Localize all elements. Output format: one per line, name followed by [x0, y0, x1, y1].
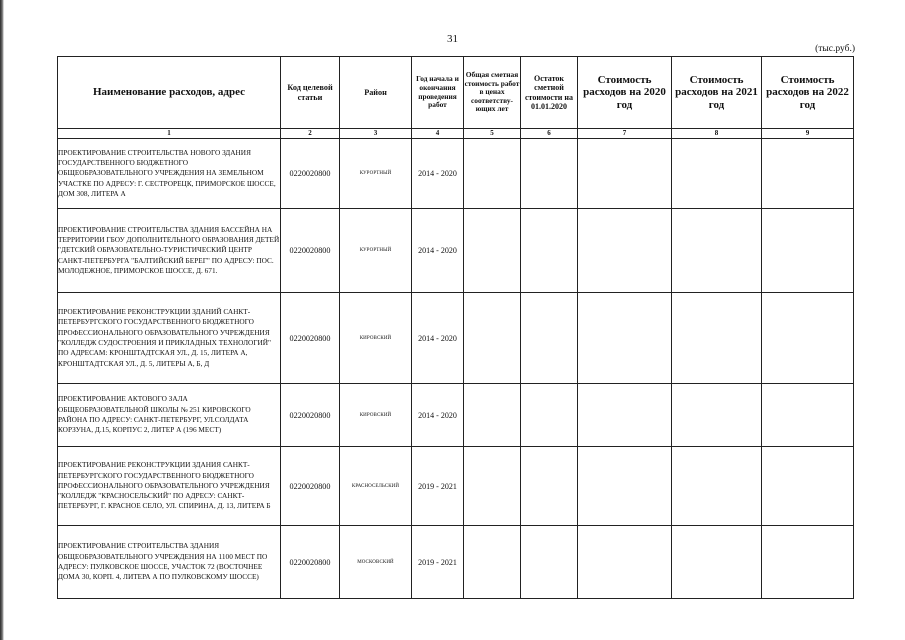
row-2022 — [762, 293, 854, 384]
header-district: Район — [340, 57, 412, 129]
row-remainder — [521, 293, 578, 384]
row-remainder — [521, 526, 578, 599]
row-total-cost — [464, 384, 521, 447]
row-district: КРАСНОСЕЛЬСКИЙ — [340, 447, 412, 526]
row-district: КУРОРТНЫЙ — [340, 209, 412, 293]
row-name: ПРОЕКТИРОВАНИЕ АКТОВОГО ЗАЛА ОБЩЕОБРАЗОВАТЕЛЬНОЙ ШКОЛЫ № 251 КИРОВСКОГО РАЙОНА ПО АДРЕСУ: САНКТ-ПЕТЕРБУРГ, УЛ.СОЛДАТА КОРЗУНА, Д.15, КОРПУС 2, ЛИТЕР А (196 МЕСТ) — [58, 384, 281, 447]
table-row — [58, 447, 854, 526]
header-remainder: Остаток сметной стоимости на 01.01.2020 — [521, 57, 578, 129]
row-2022 — [762, 139, 854, 209]
row-total-cost — [464, 209, 521, 293]
row-period: 2019 - 2021 — [412, 526, 464, 599]
row-total-cost — [464, 139, 521, 209]
row-remainder — [521, 384, 578, 447]
row-total-cost — [464, 293, 521, 384]
row-name: ПРОЕКТИРОВАНИЕ СТРОИТЕЛЬСТВА НОВОГО ЗДАНИЯ ГОСУДАРСТВЕННОГО БЮДЖЕТНОГО ОБЩЕОБРАЗОВАТЕЛЬНОГО УЧРЕЖДЕНИЯ НА ЗЕМЕЛЬНОМ УЧАСТКЕ ПО АДРЕСУ: Г. СЕСТРОРЕЦК, ПРИМОРСКОЕ ШОССЕ, ДОМ 308, ЛИТЕРА А — [58, 139, 281, 209]
row-2020 — [578, 447, 672, 526]
row-remainder — [521, 447, 578, 526]
row-remainder — [521, 209, 578, 293]
header-name: Наименование расходов, адрес — [58, 57, 281, 129]
row-2021 — [672, 209, 762, 293]
row-period: 2014 - 2020 — [412, 384, 464, 447]
row-name: ПРОЕКТИРОВАНИЕ СТРОИТЕЛЬСТВА ЗДАНИЯ БАССЕЙНА НА ТЕРРИТОРИИ ГБОУ ДОПОЛНИТЕЛЬНОГО ОБРАЗОВАНИЯ ДЕТЕЙ "ДЕТСКИЙ ОБРАЗОВАТЕЛЬНО-ТУРИСТИЧЕСКИЙ ЦЕНТР САНКТ-ПЕТЕРБУРГА "БАЛТИЙСКИЙ БЕРЕГ" ПО АДРЕСУ: ПОС. МОЛОДЕЖНОЕ, ПРИМОРСКОЕ ШОССЕ, Д. 671. — [58, 209, 281, 293]
column-number: 6 — [521, 129, 578, 139]
row-2020 — [578, 209, 672, 293]
column-number: 1 — [58, 129, 281, 139]
row-2022 — [762, 384, 854, 447]
row-period: 2014 - 2020 — [412, 209, 464, 293]
row-2021 — [672, 384, 762, 447]
table-row — [58, 293, 854, 384]
row-district: КУРОРТНЫЙ — [340, 139, 412, 209]
column-number: 5 — [464, 129, 521, 139]
row-2020 — [578, 293, 672, 384]
row-code: 0220020800 — [281, 384, 340, 447]
row-name: ПРОЕКТИРОВАНИЕ РЕКОНСТРУКЦИИ ЗДАНИЙ САНКТ-ПЕТЕРБУРГСКОГО ГОСУДАРСТВЕННОГО БЮДЖЕТНОГО ПРОФЕССИОНАЛЬНОГО ОБРАЗОВАТЕЛЬНОГО УЧРЕЖДЕНИЯ "КОЛЛЕДЖ СУДОСТРОЕНИЯ И ПРИКЛАДНЫХ ТЕХНОЛОГИЙ" ПО АДРЕСАМ: КРОНШТАДТСКАЯ УЛ., Д. 15, ЛИТЕРА А, КРОНШТАДТСКАЯ УЛ., Д. 5, ЛИТЕРЫ А, Б, Д — [58, 293, 281, 384]
column-number: 2 — [281, 129, 340, 139]
row-period: 2014 - 2020 — [412, 139, 464, 209]
row-code: 0220020800 — [281, 447, 340, 526]
header-total-cost: Общая сметная стоимость работ в ценах соответству-ющих лет — [464, 57, 521, 129]
header-period: Год начала и окончания проведения работ — [412, 57, 464, 129]
row-district: КИРОВСКИЙ — [340, 293, 412, 384]
unit-label: (тыс.руб.) — [815, 44, 855, 54]
table-row — [58, 139, 854, 209]
table-row — [58, 384, 854, 447]
row-district: КИРОВСКИЙ — [340, 384, 412, 447]
page-number: 31 — [447, 33, 458, 45]
header-row — [58, 57, 854, 129]
row-total-cost — [464, 526, 521, 599]
row-period: 2019 - 2021 — [412, 447, 464, 526]
budget-table — [57, 56, 854, 599]
column-number: 7 — [578, 129, 672, 139]
row-total-cost — [464, 447, 521, 526]
row-2022 — [762, 526, 854, 599]
header-2022: Стоимость расходов на 2022 год — [762, 57, 854, 129]
row-2021 — [672, 447, 762, 526]
row-2020 — [578, 139, 672, 209]
row-2021 — [672, 139, 762, 209]
row-2022 — [762, 447, 854, 526]
table-row — [58, 209, 854, 293]
scan-edge — [0, 0, 4, 640]
column-number: 9 — [762, 129, 854, 139]
row-code: 0220020800 — [281, 209, 340, 293]
row-name: ПРОЕКТИРОВАНИЕ СТРОИТЕЛЬСТВА ЗДАНИЯ ОБЩЕОБРАЗОВАТЕЛЬНОГО УЧРЕЖДЕНИЯ НА 1100 МЕСТ ПО АДРЕСУ: ПУЛКОВСКОЕ ШОССЕ, УЧАСТОК 72 (ВОСТОЧНЕЕ ДОМА 30, КОРП. 4, ЛИТЕРА А ПО ПУЛКОВСКОМУ ШОССЕ) — [58, 526, 281, 599]
table-row — [58, 526, 854, 599]
column-number: 4 — [412, 129, 464, 139]
row-remainder — [521, 139, 578, 209]
column-number: 8 — [672, 129, 762, 139]
row-period: 2014 - 2020 — [412, 293, 464, 384]
header-code: Код целевой статьи — [281, 57, 340, 129]
header-2020: Стоимость расходов на 2020 год — [578, 57, 672, 129]
row-code: 0220020800 — [281, 526, 340, 599]
row-2021 — [672, 293, 762, 384]
row-2020 — [578, 384, 672, 447]
row-district: МОСКОВСКИЙ — [340, 526, 412, 599]
row-2020 — [578, 526, 672, 599]
row-2022 — [762, 209, 854, 293]
column-number-row — [58, 129, 854, 139]
column-number: 3 — [340, 129, 412, 139]
header-2021: Стоимость расходов на 2021 год — [672, 57, 762, 129]
row-2021 — [672, 526, 762, 599]
row-code: 0220020800 — [281, 139, 340, 209]
row-code: 0220020800 — [281, 293, 340, 384]
row-name: ПРОЕКТИРОВАНИЕ РЕКОНСТРУКЦИИ ЗДАНИЯ САНКТ-ПЕТЕРБУРГСКОГО ГОСУДАРСТВЕННОГО БЮДЖЕТНОГО ПРОФЕССИОНАЛЬНОГО ОБРАЗОВАТЕЛЬНОГО УЧРЕЖДЕНИЯ "КОЛЛЕДЖ "КРАСНОСЕЛЬСКИЙ" ПО АДРЕСУ: САНКТ-ПЕТЕРБУРГ, Г. КРАСНОЕ СЕЛО, УЛ. СПИРИНА, Д. 13, ЛИТЕРА Б — [58, 447, 281, 526]
